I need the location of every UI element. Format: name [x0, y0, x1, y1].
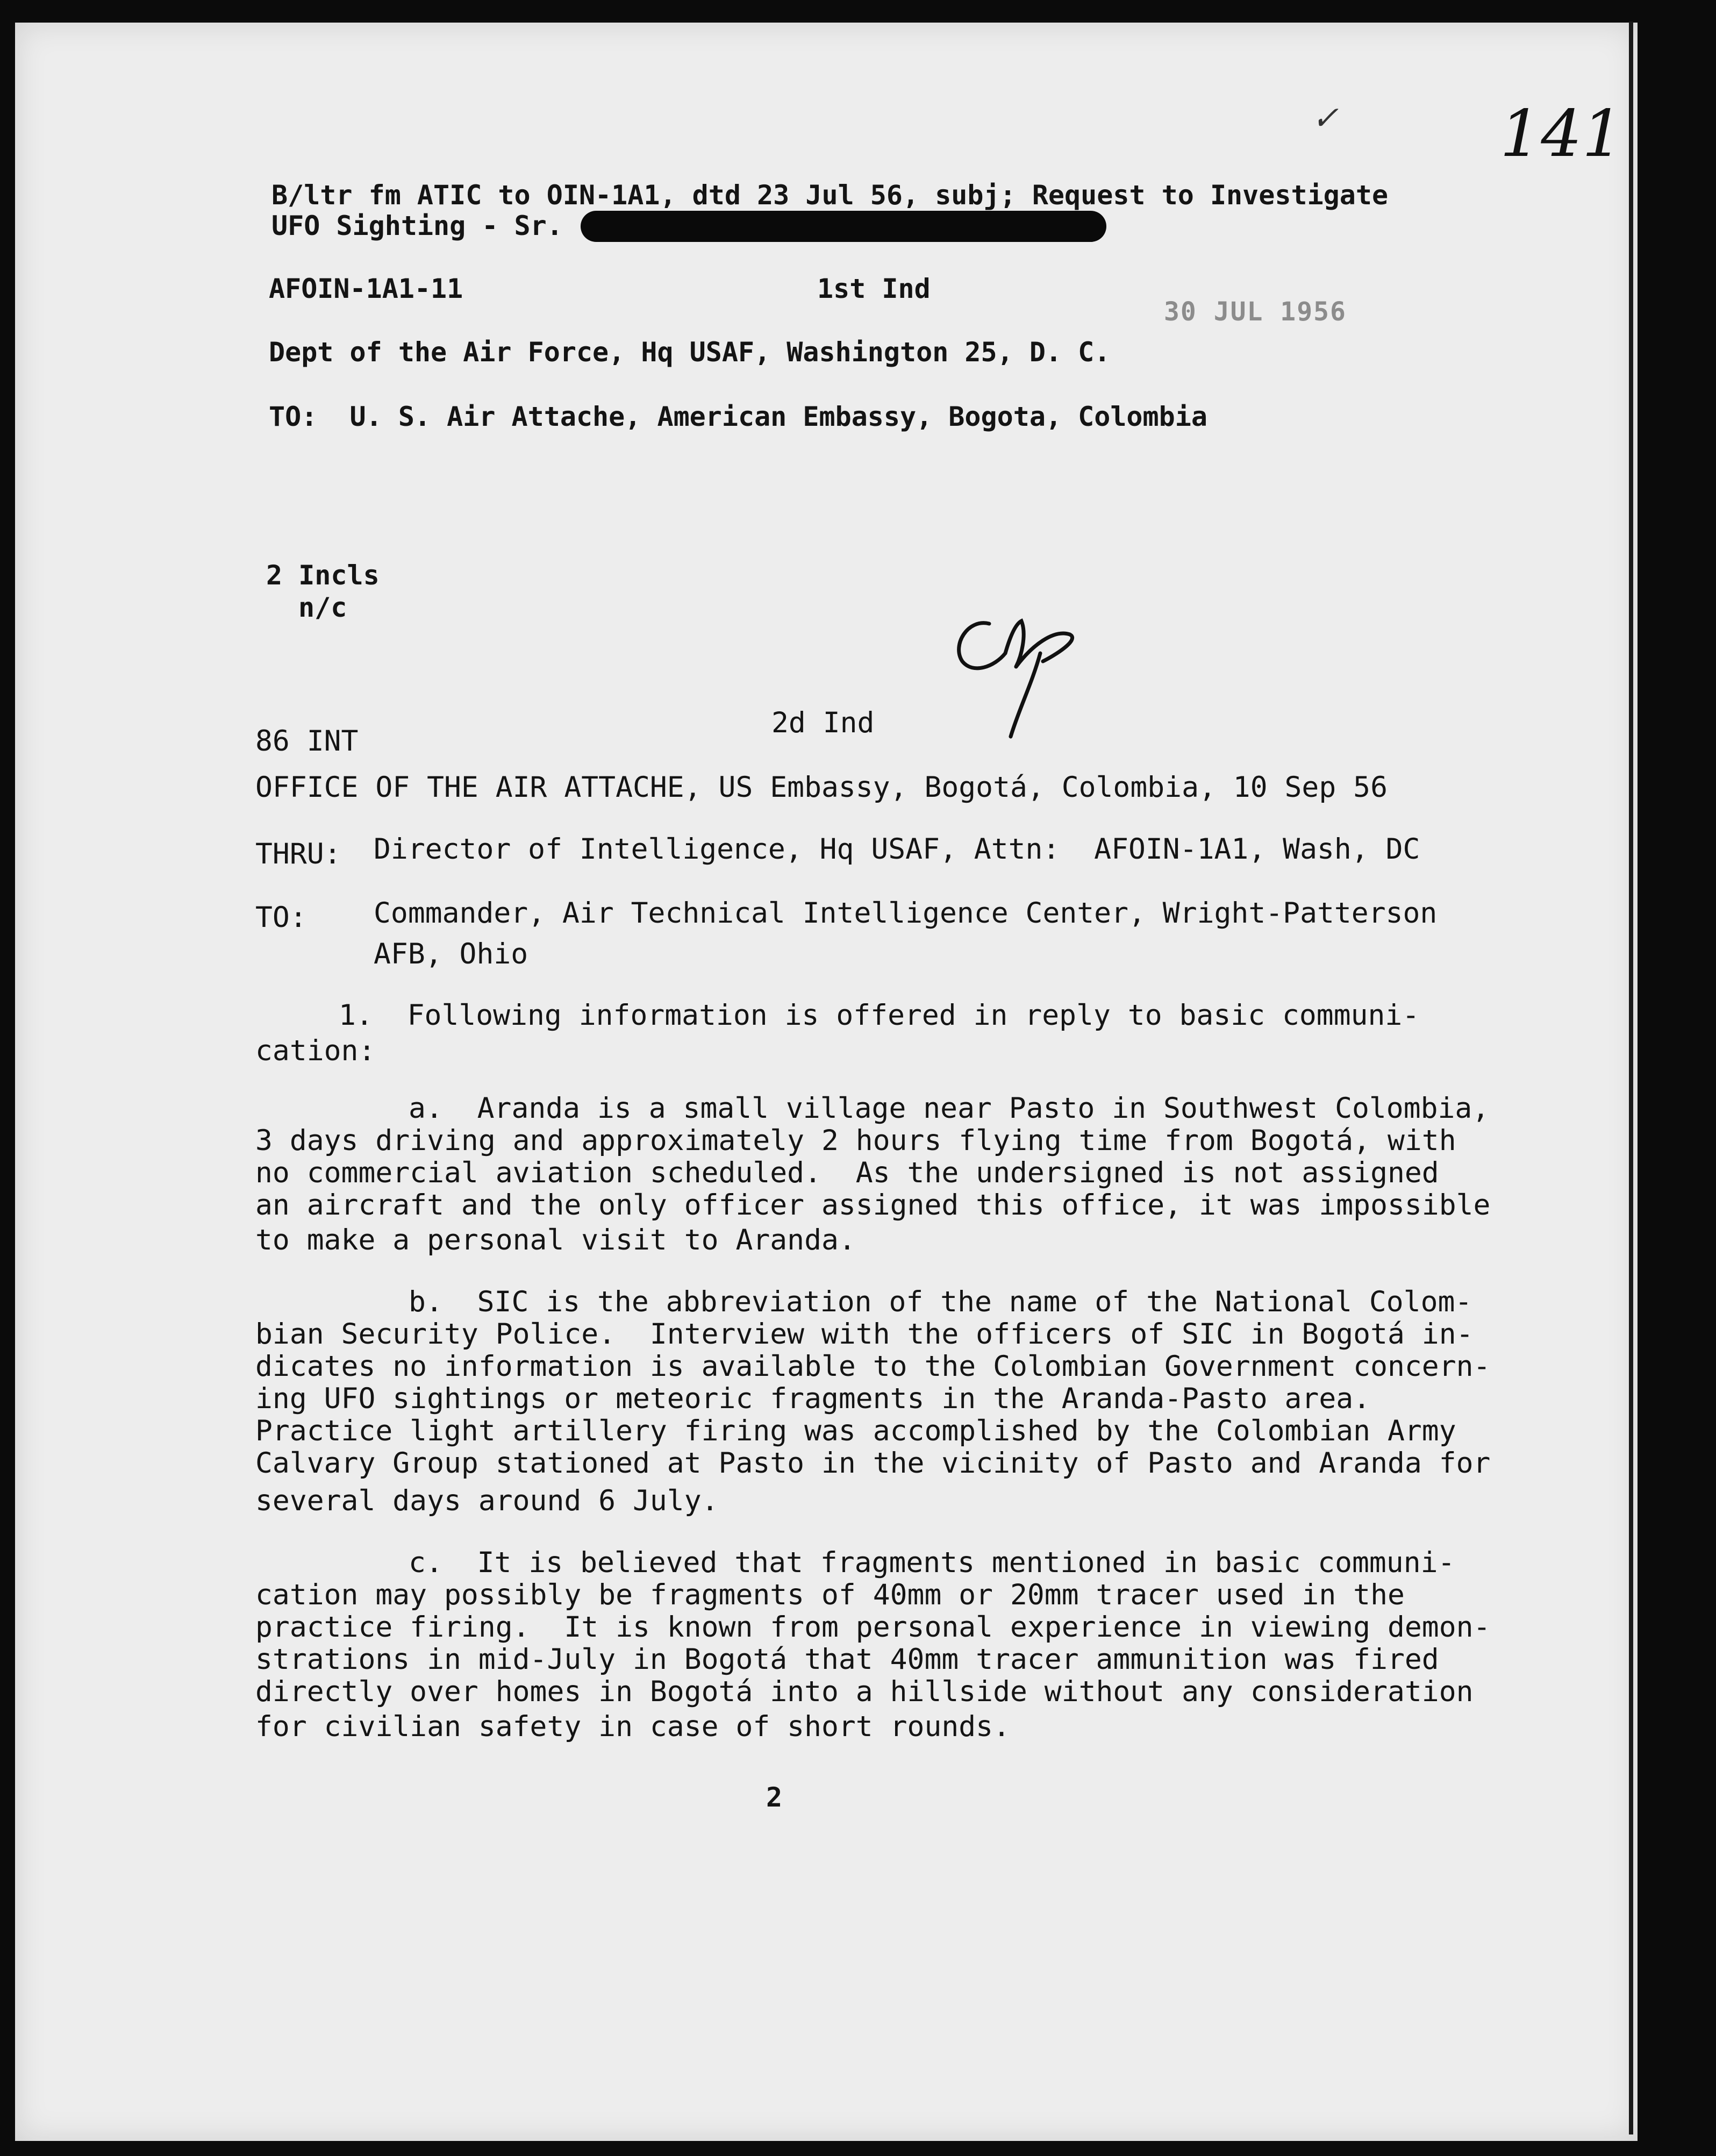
para-c-line: c. It is believed that fragments mentioned in basic communi- — [409, 1546, 1455, 1579]
para-b-line: Practice light artillery firing was accomplished by the Colombian Army — [255, 1415, 1456, 1447]
para-1-line: 1. Following information is offered in reply to basic communi- — [339, 999, 1420, 1032]
from-line-1: Dept of the Air Force, Hq USAF, Washington 25, D. C. — [269, 337, 1111, 368]
inclosures-note: n/c — [298, 592, 347, 623]
para-b-line: dicates no information is available to the Colombian Government concern- — [255, 1350, 1491, 1383]
first-indorsement-title: 1st Ind — [817, 273, 931, 304]
para-b-line: bian Security Police. Interview with the officers of SIC in Bogotá in- — [255, 1318, 1474, 1351]
thru-line: Director of Intelligence, Hq USAF, Attn: AFOIN-1A1, Wash, DC — [374, 833, 1420, 866]
to-line-2a: Commander, Air Technical Intelligence Center, Wright-Patterson — [374, 897, 1438, 930]
para-c-line: directly over homes in Bogotá into a hillside without any consideration — [255, 1675, 1474, 1708]
date-stamp: 30 JUL 1956 — [1164, 297, 1347, 327]
para-b-line: Calvary Group stationed at Pasto in the vicinity of Pasto and Aranda for — [255, 1447, 1491, 1480]
para-c-line: for civilian safety in case of short rounds. — [255, 1710, 1010, 1743]
subject-line-2: UFO Sighting - Sr. — [271, 210, 563, 241]
para-a-line: to make a personal visit to Aranda. — [255, 1224, 856, 1257]
office-code-2: 86 INT — [255, 725, 359, 758]
para-a-line: 3 days driving and approximately 2 hours flying time from Bogotá, with — [255, 1124, 1456, 1157]
para-b-line: b. SIC is the abbreviation of the name of the National Colom- — [409, 1286, 1472, 1318]
para-c-line: cation may possibly be fragments of 40mm or 20mm tracer used in the — [255, 1579, 1405, 1611]
para-c-line: practice firing. It is known from personal experience in viewing demon- — [255, 1611, 1491, 1644]
para-a-line: no commercial aviation scheduled. As the undersigned is not assigned — [255, 1156, 1439, 1189]
para-1-line: cation: — [255, 1034, 376, 1067]
page-edge — [1629, 22, 1633, 2134]
to-label-2: TO: — [255, 901, 307, 934]
thru-label: THRU: — [255, 838, 341, 870]
page-number: 2 — [766, 1782, 783, 1813]
para-b-line: several days around 6 July. — [255, 1484, 719, 1517]
to-line-2b: AFB, Ohio — [374, 938, 528, 970]
para-b-line: ing UFO sightings or meteoric fragments in the Aranda-Pasto area. — [255, 1382, 1371, 1415]
check-mark: ✓ — [1312, 99, 1339, 137]
initials-signature — [946, 602, 1118, 742]
subject-line-1: B/ltr fm ATIC to OIN-1A1, dtd 23 Jul 56, subj; Request to Investigate — [271, 180, 1389, 211]
page-mark-handwritten: 141 — [1500, 97, 1624, 172]
para-a-line: an aircraft and the only officer assigned this office, it was impossible — [255, 1189, 1491, 1222]
inclosures-line: 2 Incls — [266, 560, 380, 591]
from-line-2: OFFICE OF THE AIR ATTACHE, US Embassy, Bogotá, Colombia, 10 Sep 56 — [255, 771, 1388, 804]
to-line-1: TO: U. S. Air Attache, American Embassy, Bogota, Colombia — [269, 401, 1207, 432]
para-c-line: strations in mid-July in Bogotá that 40mm tracer ammunition was fired — [255, 1643, 1439, 1676]
para-a-line: a. Aranda is a small village near Pasto in Southwest Colombia, — [409, 1092, 1490, 1125]
second-indorsement-title: 2d Ind — [771, 706, 875, 739]
office-code-1: AFOIN-1A1-11 — [269, 273, 463, 304]
redaction-bar — [581, 211, 1106, 242]
